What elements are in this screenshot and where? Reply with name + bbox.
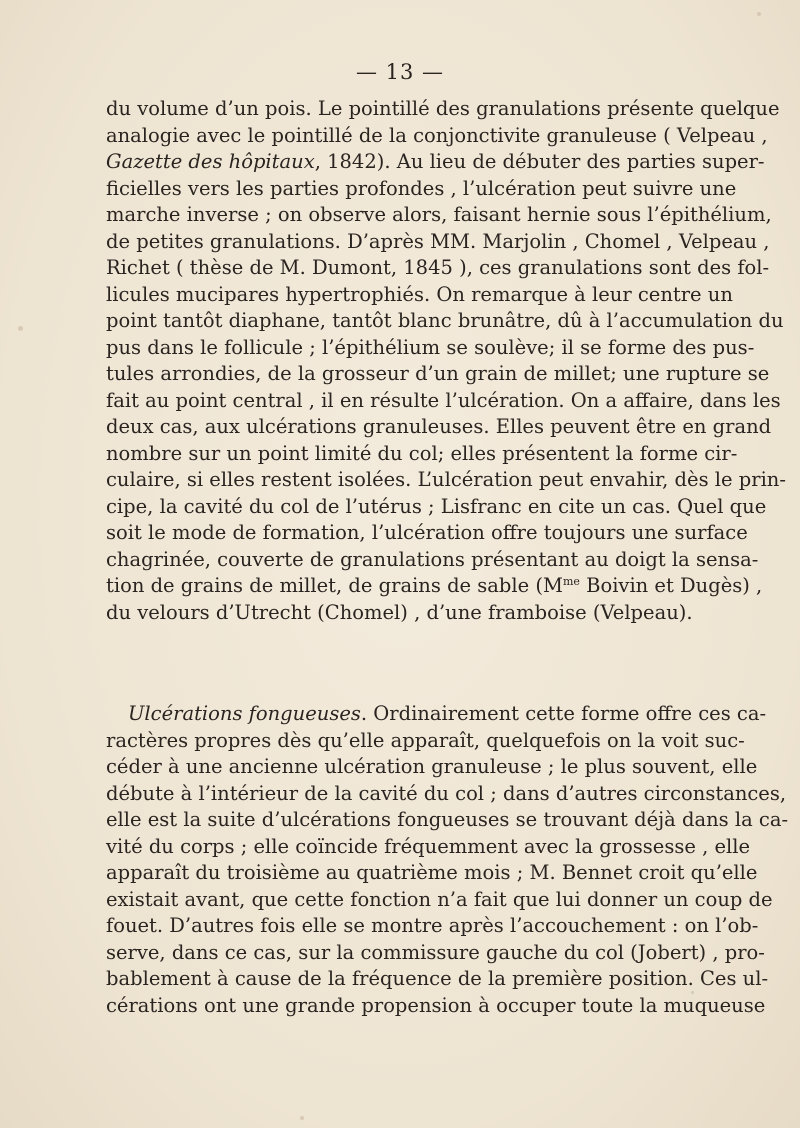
page-number: — 13 — [355, 60, 445, 84]
text-line: Richet ( thèse de M. Dumont, 1845 ), ces granulations sont des fol- [106, 256, 770, 279]
text-line: vité du corps ; elle coïncide fréquemment avec la grossesse , elle [106, 834, 751, 858]
paper-speck [757, 12, 761, 16]
journal-title: Gazette des hôpitaux [106, 150, 315, 173]
text-line: licules mucipares hypertrophiés. On remarque à leur centre un [106, 282, 733, 306]
paragraph-fungous-ulcerations [106, 701, 789, 1019]
text-line: chagrinée, couverte de granulations présentant au doigt la sensa- [106, 547, 759, 571]
text-line: marche inverse ; on observe alors, faisant hernie sous l’épithélium, [106, 203, 772, 226]
text-line: cipe, la cavité du col de l’utérus ; Lisfranc en cite un cas. Quel que [106, 494, 767, 518]
text-line: nombre sur un point limité du col; elles présentent la forme cir- [106, 441, 738, 465]
text-line: céder à une ancienne ulcération granuleuse ; le plus souvent, elle [106, 755, 758, 778]
text-line: fait au point central , il en résulte l’ulcération. On a affaire, dans les [106, 388, 781, 412]
text-line: analogie avec le pointillé de la conjonctivite granuleuse ( Velpeau , [106, 123, 768, 147]
text-line: point tantôt diaphane, tantôt blanc brunâtre, dû à l’accumulation du [106, 309, 784, 332]
text-line [106, 149, 765, 176]
text-span: tion de grains de millet, de grains de sable (M [106, 574, 563, 597]
text-line: du velours d’Utrecht (Chomel) , d’une framboise (Velpeau). [106, 600, 693, 624]
text-line: fouet. D’autres fois elle se montre après l’accouchement : on l’ob- [106, 914, 759, 937]
text-line: soit le mode de formation, l’ulcération offre toujours une surface [106, 521, 748, 544]
text-span: . Ordinairement cette forme offre ces ca- [360, 702, 767, 725]
text-line: ficielles vers les parties profondes , l’ulcération peut suivre une [106, 176, 737, 200]
text-line: serve, dans ce cas, sur la commissure gauche du col (Jobert) , pro- [106, 940, 765, 964]
superscript: me [562, 575, 580, 588]
text-line: apparaît du troisième au quatrième mois ; M. Bennet croit qu’elle [106, 861, 758, 884]
paper-speck [691, 991, 694, 994]
text-line [106, 573, 763, 600]
text-line: cérations ont une grande propension à occuper toute la muqueuse [106, 993, 766, 1017]
text-line: ractères propres dès qu’elle apparaît, quelquefois on la voit suc- [106, 728, 745, 752]
text-line: bablement à cause de la fréquence de la première position. Ces ul- [106, 967, 769, 990]
text-span: Boivin et Dugès) , [579, 574, 763, 597]
text-line: elle est la suite d’ulcérations fongueuses se trouvant déjà dans la ca- [106, 808, 789, 831]
text-line: culaire, si elles restent isolées. L’ulcération peut envahir, dès le prin- [106, 468, 786, 491]
text-line: tules arrondies, de la grosseur d’un grain de millet; une rupture se [106, 362, 770, 385]
paper-speck [18, 326, 23, 331]
text-line [106, 701, 767, 728]
text-span: , 1842). Au lieu de débuter des parties super- [314, 150, 765, 173]
paragraph-granular-ulcerations [106, 96, 786, 626]
text-line: deux cas, aux ulcérations granuleuses. Elles peuvent être en grand [106, 415, 772, 438]
section-heading: Ulcérations fongueuses [128, 702, 361, 725]
text-line: existait avant, que cette fonction n’a fait que lui donner un coup de [106, 887, 773, 911]
text-line: du volume d’un pois. Le pointillé des granulations présente quelque [106, 97, 780, 120]
text-line: débute à l’intérieur de la cavité du col ; dans d’autres circonstances, [106, 781, 787, 805]
text-line: de petites granulations. D’après MM. Marjolin , Chomel , Velpeau , [106, 229, 770, 253]
text-line: pus dans le follicule ; l’épithélium se soulève; il se forme des pus- [106, 335, 755, 359]
paper-speck [300, 1116, 304, 1120]
